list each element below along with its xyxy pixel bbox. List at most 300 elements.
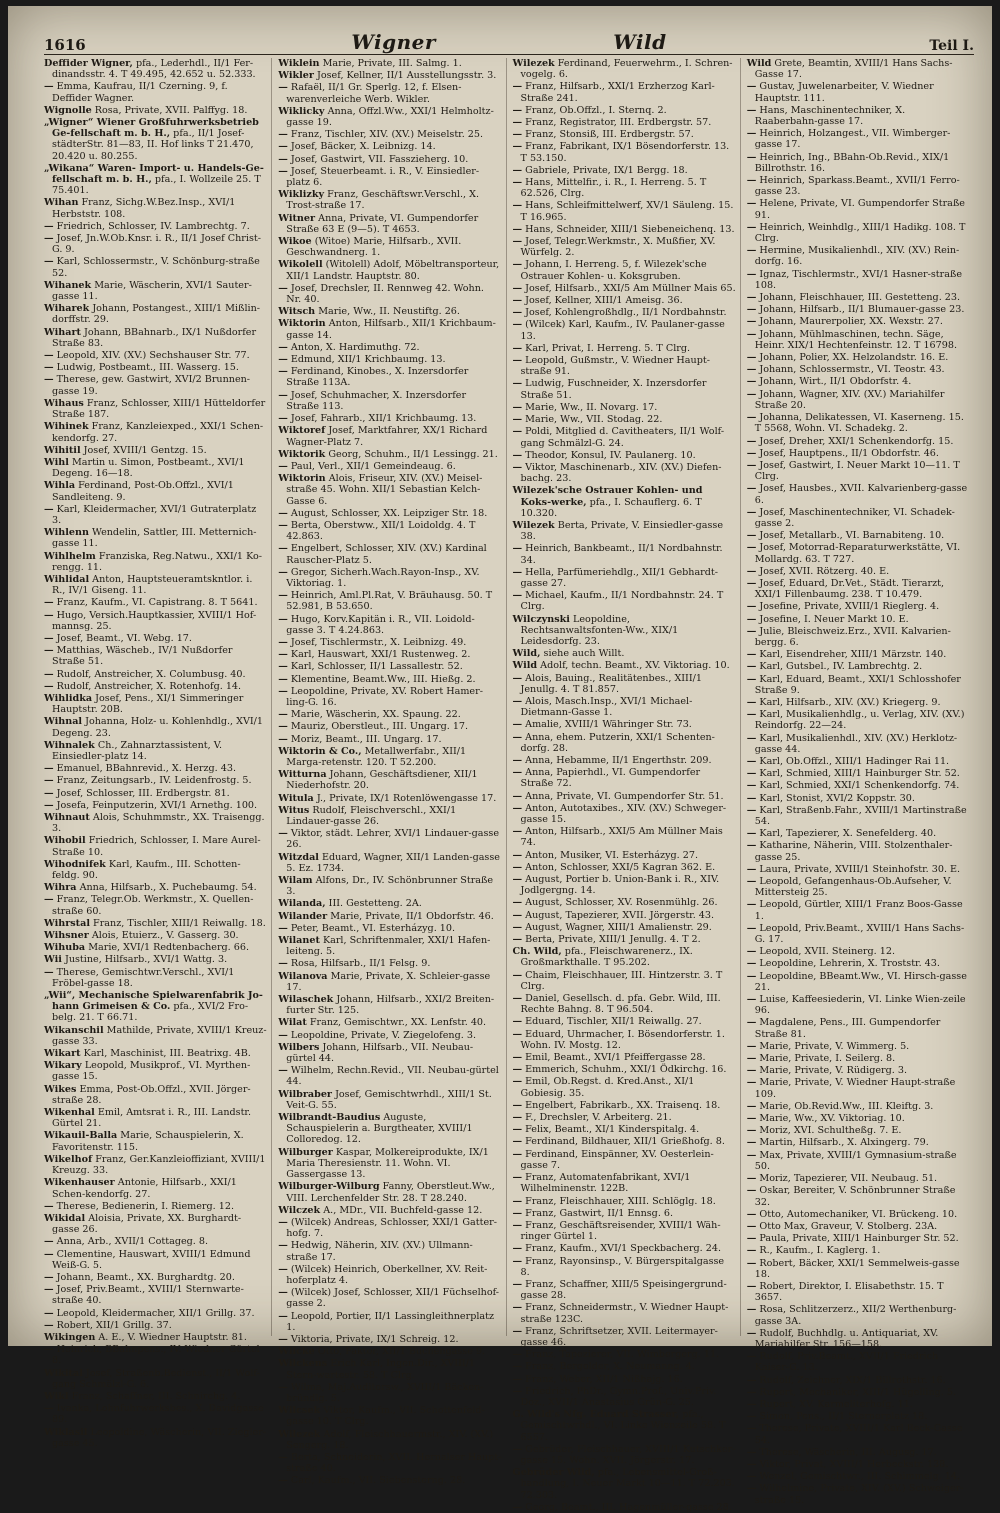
directory-entry <box>747 649 970 660</box>
entry-details: Robert, Bäcker, XXI/1 Semmelweis-gasse 18. <box>754 1257 960 1280</box>
directory-entry <box>513 1349 736 1360</box>
directory-entry <box>513 1302 736 1324</box>
entry-details: Heinrich, Ing., BBahn-Ob.Revid., XIX/1 Billrothstr. 16. <box>754 151 950 174</box>
directory-entry <box>513 426 736 448</box>
directory-entry <box>44 527 267 549</box>
entry-surname: Wihnalek <box>44 739 95 751</box>
directory-entry <box>44 374 267 396</box>
directory-entry <box>278 520 501 542</box>
entry-details: Ferdinand, Feuerwehrm., I. Schren-vogelg. 6. <box>520 58 733 81</box>
entry-surname: — <box>278 354 288 366</box>
directory-entry <box>44 918 267 929</box>
entry-details: Marie, Wäscherin, XVI/1 Sauter-gasse 11. <box>52 279 252 303</box>
directory-entry <box>278 828 501 850</box>
entry-details: Rudolf, Priv.Beamt., XVII/1 Friedrich Kaiser-G. 13. <box>754 1351 939 1374</box>
entry-surname: Wihodnifek <box>44 858 106 870</box>
entry-surname: — <box>512 1076 523 1088</box>
directory-entry <box>278 567 501 589</box>
entry-details: Chaim, Fleischhauer, III. Hintzerstr. 3. T Clrg. <box>520 969 723 992</box>
entry-surname: — <box>746 1149 757 1161</box>
entry-surname: Wilckens <box>278 1358 328 1370</box>
entry-surname: — <box>512 695 523 707</box>
entry-surname: — <box>278 129 288 141</box>
entry-details: Karl, Eduard, Beamt., XXI/1 Schlosshofer Straße 9. <box>754 673 961 696</box>
directory-entry <box>747 1483 970 1505</box>
entry-surname: — <box>278 1451 288 1463</box>
directory-entry <box>44 1272 267 1283</box>
entry-surname: Wilanova <box>278 970 328 982</box>
directory-entry <box>278 994 501 1016</box>
entry-details: Josef, Kellner, XIII/1 Ameisg. 36. <box>525 295 683 307</box>
entry-surname: Wilat <box>278 1017 307 1029</box>
entry-surname: Witner <box>278 212 316 224</box>
entry-surname: — <box>44 1271 54 1283</box>
directory-entry <box>513 200 736 222</box>
entry-details: Josef, Straßenb.Bedienst., II/1 Wolf-gang Schmälzl-G. 6. <box>52 1367 260 1390</box>
entry-surname: „Wigner“ Wiener Großfuhrwerksbetrieb Ge-fellschaft m. b. H., <box>44 117 259 140</box>
entry-details: Karl, Musikalienhdl., XIV. (XV.) Herklotz-gasse 44. <box>754 732 958 755</box>
entry-surname: — <box>746 565 757 577</box>
entry-surname: — <box>746 876 757 888</box>
entry-details: Paul, Verl., XII/1 Gemeindeaug. 6. <box>290 460 456 472</box>
entry-details: Josef, Pens., XI/1 Simmeringer Hauptstr. 20B. <box>52 692 244 716</box>
entry-surname: Witturna <box>278 769 327 781</box>
directory-entry <box>44 350 267 361</box>
entry-surname: — <box>512 543 523 555</box>
entry-details: Josef, Hilfsarb., XXI/5 Am Müllner Mais 65. <box>525 282 736 294</box>
directory-entry <box>278 425 501 447</box>
directory-entry <box>278 686 501 708</box>
entry-details: August, Portier b. Union-Bank i. R., XIV. Jodlgergng. 14. <box>520 874 720 897</box>
entry-surname: Wilbraber <box>278 1088 332 1100</box>
entry-surname: Wilezek <box>512 58 555 69</box>
entry-surname: Wild <box>746 58 772 69</box>
entry-details: Emanuel, BBahnrevid., X. Herzg. 43. <box>56 763 237 775</box>
entry-details: Emil, Amtsrat i. R., III. Landstr. Gürtel 21. <box>52 1107 252 1130</box>
directory-entry <box>747 601 970 612</box>
entry-surname: — <box>746 376 757 388</box>
entry-surname: — <box>44 966 54 978</box>
directory-entry <box>44 303 267 325</box>
entry-surname: — <box>512 1501 523 1513</box>
entry-details: Ignaz, Tischlermstr., XVI/1 Hasner-straße 108. <box>754 268 963 291</box>
entry-details: Leopold, Kleidermacher, XII/1 Grillg. 37. <box>56 1307 255 1319</box>
directory-entry <box>513 1326 736 1348</box>
entry-surname: — <box>278 566 288 578</box>
directory-entry <box>44 445 267 456</box>
entry-surname: — <box>512 177 523 189</box>
directory-entry <box>278 366 501 388</box>
directory-entry <box>513 590 736 612</box>
directory-entry <box>44 1320 267 1331</box>
directory-entry <box>513 1243 736 1254</box>
entry-details: Wilhelmine, Private, XIV. (XV.) Schweiger-straße 15. <box>754 1483 964 1506</box>
entry-details: Therese, Bedienerin, I. Riemerg. 12. <box>56 1200 234 1212</box>
entry-details: Josefa, Feinputzerin, XVI/1 Arnethg. 100. <box>56 799 258 811</box>
entry-details: Heinrich, Bankbeamt., II/1 Nordbahnstr. 34. <box>520 543 723 566</box>
entry-details: Josef, Fahrarb., XII/1 Krichbaumg. 13. <box>290 413 477 425</box>
entry-details: Hugo, Korv.Kapitän i. R., VII. Loidold-gasse 3. T 4.24.863. <box>286 613 475 636</box>
entry-details: Therese, Private, XVIII/1 Karl Beck-Gasse 54. <box>754 1423 963 1446</box>
directory-entry <box>278 318 501 340</box>
directory-entry <box>278 1334 501 1345</box>
entry-surname: — <box>746 1386 757 1398</box>
entry-surname: — <box>746 1304 757 1316</box>
directory-entry <box>278 590 501 612</box>
entry-details: Berta, Schneiderin, XVII. Hernalser Haupt-straße 40. <box>286 1451 502 1475</box>
entry-details: Johanna, Delikatessen, VI. Kaserneng. 15. T 5568, Wohn. VI. Schadekg. 2. <box>754 412 964 435</box>
entry-details: Rupert, Mechaniker, XIII/1 Hügelling. 5. <box>759 1386 957 1398</box>
entry-details: Anton, Musiker, VI. Esterházyg. 27. <box>525 849 699 861</box>
entry-details: Ivanka, Lohnfuhrwerksbes., X. Davidgasse 89. <box>52 1403 264 1426</box>
entry-details: Franz, Zeitungsarb., IV. Leidenfrostg. 5. <box>56 775 252 787</box>
entry-surname: Wihlidal <box>44 573 90 585</box>
directory-entry <box>44 221 267 232</box>
entry-surname: Wihlhelm <box>44 550 96 562</box>
entry-surname: Wihobil <box>44 835 86 847</box>
directory-entry <box>747 1471 970 1482</box>
directory-entry <box>747 376 970 387</box>
directory-entry <box>513 1016 736 1027</box>
entry-surname: Wild, <box>512 648 541 660</box>
entry-details: III. Gestetteng. 2A. <box>328 898 422 910</box>
entry-surname: — <box>746 506 757 518</box>
entry-details: Karl, Tapezierer, X. Senefelderg. 40. <box>759 828 937 840</box>
entry-surname: Wikolell <box>278 259 323 271</box>
entry-details: Franz, Gastwirt, II/1 Ennsg. 6. <box>525 1207 674 1219</box>
entry-details: Anna, Papierhdl., VI. Gumpendorfer Straße 72. <box>520 767 701 790</box>
entry-details: Josef, Bäcker, X. Leibnizg. 14. <box>290 141 436 153</box>
directory-entry <box>513 934 736 945</box>
directory-entry <box>747 1328 970 1350</box>
entry-details: Engelbert, Schlosser, XIV. (XV.) Kardinal Rauscher-Platz 5. <box>286 543 487 566</box>
entry-surname: — <box>44 1344 54 1356</box>
entry-surname: — <box>746 151 757 163</box>
directory-entry <box>513 543 736 565</box>
entry-details: Franz, Sichg.W.Bez.Insp., XVI/1 Herbststr. 108. <box>52 197 236 220</box>
directory-entry <box>747 304 970 315</box>
entry-surname: — <box>746 459 757 471</box>
entry-details: Rosa, Private, XVII. Palffyg. 18. <box>94 104 248 116</box>
entry-surname: — <box>746 1233 757 1245</box>
entry-surname: Wihinek <box>44 421 89 433</box>
directory-entry <box>278 306 501 317</box>
entry-surname: Ch. Wild, <box>512 946 562 958</box>
entry-details: Rudolf, Anstreicher, X. Columbusg. 40. <box>56 668 246 680</box>
entry-surname: — <box>746 483 757 495</box>
directory-entry <box>747 269 970 291</box>
entry-details: Ferdinand, Kinobes., X. Inzersdorfer Straße 113A. <box>286 366 469 389</box>
directory-entry <box>513 1112 736 1123</box>
directory-entry <box>747 1041 970 1052</box>
directory-entry <box>44 967 267 989</box>
entry-surname: Wikl <box>44 1390 69 1402</box>
entry-details: Leopold, XIV. (XV.) Sechshauser Str. 77. <box>56 350 250 362</box>
directory-entry <box>44 775 267 786</box>
directory-entry <box>278 911 501 922</box>
directory-entry <box>747 507 970 529</box>
entry-details: Grete, Beamtin, XVIII/1 Hans Sachs-Gasse 17. <box>754 58 953 81</box>
directory-entry <box>747 222 970 244</box>
entry-details: Anna, ehem. Putzerin, XXI/1 Schenten-dorfg. 28. <box>520 731 715 754</box>
entry-surname: — <box>746 1411 757 1423</box>
directory-entry <box>513 450 736 461</box>
entry-surname: Wilburger-Wilburg <box>278 1181 380 1193</box>
entry-details: Franz, Bergolder, X. Neumanng. 4. <box>525 1361 695 1373</box>
directory-entry <box>278 935 501 957</box>
entry-surname: Wihla <box>44 480 76 492</box>
directory-entry <box>513 648 736 659</box>
entry-details: R., Kaufm., I. Kaglerg. 1. <box>759 1245 881 1257</box>
entry-surname: — <box>512 1325 523 1337</box>
directory-entry <box>513 970 736 992</box>
entry-details: Therese, gew. Gastwirt, XVI/2 Brunnen-gasse 19. <box>52 374 251 397</box>
directory-entry <box>747 1065 970 1076</box>
entry-surname: — <box>512 282 523 294</box>
entry-details: Franz, Tischler, XIV. (XV.) Meiselstr. 25. <box>290 129 484 141</box>
entry-details: Carl, Kaufm., VII. Siebensterng. 28. <box>290 1475 466 1487</box>
directory-entry <box>513 283 736 294</box>
directory-entry <box>44 163 267 197</box>
entry-details: Alois, Friseur, XIV. (XV.) Meisel-straße 45. Wohn. XII/1 Sebastian Kelch-Gasse 6. <box>286 473 483 507</box>
entry-details: Ferdinand, Post-Ob.Offzl., XVI/1 Sandleiteng. 9. <box>52 480 234 503</box>
entry-details: Anton, Hauptsteueramtskntlor. i. R., IV/1 Giseng. 11. <box>52 573 253 597</box>
directory-entry <box>747 1281 970 1303</box>
entry-surname: — <box>746 661 757 673</box>
entry-details: Marie, Private, V. Rüdigerg. 3. <box>759 1065 908 1077</box>
entry-surname: Wild <box>512 660 538 672</box>
entry-details: Franz, Geschäftsreisender, XVIII/1 Wäh-ringer Gürtel 1. <box>520 1219 721 1243</box>
directory-entry <box>278 852 501 874</box>
entry-surname: — <box>512 81 523 93</box>
entry-surname: — <box>278 958 288 970</box>
directory-entry <box>747 152 970 174</box>
directory-entry <box>44 1332 267 1343</box>
entry-details: Josef, Schlosser, III. Erdbergstr. 81. <box>56 787 230 799</box>
entry-details: Johann, Wirt., II/1 Obdorfstr. 4. <box>759 376 912 388</box>
entry-surname: Wiktorik <box>278 448 326 460</box>
entry-surname: Wikes <box>44 1083 77 1095</box>
entry-surname: — <box>44 787 54 799</box>
directory-entry <box>513 141 736 163</box>
entry-surname: — <box>512 566 523 578</box>
entry-details: Karl, Hilfsarb., XIV. (XV.) Kriegerg. 9. <box>759 696 941 708</box>
directory-entry <box>44 1308 267 1319</box>
entry-details: pfa., I. Schauflerg. 6. T 10.320. <box>520 496 702 519</box>
directory-entry <box>278 473 501 507</box>
entry-surname: — <box>746 1374 757 1386</box>
entry-surname: Wikler <box>278 70 314 82</box>
directory-entry <box>44 1249 267 1271</box>
directory-entry <box>747 828 970 839</box>
entry-surname: — <box>746 1471 757 1483</box>
directory-entry <box>278 449 501 460</box>
entry-details: Robert, XII/1 Grillg. 37. <box>56 1319 172 1331</box>
entry-surname: Deffider Wigner, <box>44 58 133 69</box>
entry-details: Karl, Schmied, XXI/1 Schenkendorfg. 74. <box>759 780 960 792</box>
entry-surname: — <box>746 1351 757 1363</box>
entry-details: Josef, Beamt., VI. Webg. 17. <box>56 632 192 644</box>
directory-entry <box>44 788 267 799</box>
entry-details: Marie, Private, V. Wiedner Haupt-straße 109. <box>754 1077 956 1100</box>
entry-details: Marie, Private, II/1 Obdorfstr. 46. <box>330 910 494 922</box>
entry-details: Franz, Hilfsarb., XXI/1 Erzherzog Karl-Straße 241. <box>520 81 715 104</box>
entry-surname: — <box>44 1284 54 1296</box>
entry-details: Alois, Masch.Insp., XVI/1 Michael-Dietmann-Gasse 1. <box>520 695 693 719</box>
entry-details: Viktoria, Private, IX/1 Schreig. 12. <box>290 1333 459 1345</box>
directory-entry <box>747 566 970 577</box>
entry-details: Johann, Wagner, XIV. (XV.) Mariahilfer Straße 20. <box>754 388 945 411</box>
entry-surname: Wilczynski <box>512 613 570 625</box>
entry-surname: Gebrüder Wild, <box>512 1467 595 1479</box>
entry-details: Katharine, Näherin, VIII. Stolzenthaler-gasse 25. <box>754 840 953 863</box>
entry-details: Paula, Private, XIII/1 Hainburger Str. 52. <box>759 1233 959 1245</box>
directory-entry <box>513 1149 736 1171</box>
directory-entry <box>278 236 501 258</box>
entry-surname: — <box>278 389 288 401</box>
page-header <box>44 26 974 55</box>
entry-details: Franz, Fabrikant, IX/1 Bösendorferstr. 13. T 53.150. <box>520 141 730 164</box>
entry-details: Gregor, Sicherh.Wach.Rayon-Insp., XV. Viktoriag. 1. <box>286 566 480 589</box>
directory-entry <box>278 1112 501 1146</box>
entry-details: Josef, Steuerbeamt. i. R., V. Einsiedler-platz 6. <box>286 165 480 189</box>
entry-surname: — <box>44 775 54 787</box>
entry-details: Josef, Eduard, Dr.Vet., Städt. Tierarzt, XXI/1 Fillenbaumg. 238. T 10.479. <box>754 577 945 601</box>
entry-surname: — <box>746 268 757 280</box>
entry-surname: — <box>44 256 54 268</box>
entry-surname: — <box>512 449 523 461</box>
entry-surname: — <box>746 1173 757 1185</box>
entry-surname: — <box>512 307 523 319</box>
directory-entry <box>747 1173 970 1184</box>
entry-surname: — <box>512 672 523 684</box>
directory-entry <box>278 166 501 188</box>
entry-details: Gebrüder, Fleischhauer, XVIII/1 Kutschker-gasse 15. Wohn. XVII. Jörgerstr. 17. <box>520 1443 736 1466</box>
entry-surname: — <box>512 1349 523 1361</box>
entry-details: Josef, Tischlermstr., X. Leibnizg. 49. <box>290 636 467 648</box>
entry-surname: — <box>278 1475 288 1487</box>
entry-surname: — <box>278 1065 288 1077</box>
directory-entry <box>513 1386 736 1408</box>
entry-details: Leopold, Portier, II/1 Lassingleithnerplatz 1. <box>286 1310 495 1333</box>
directory-entry <box>278 58 501 69</box>
directory-entry <box>747 1375 970 1386</box>
directory-entry <box>747 1150 970 1172</box>
entry-details: Moriz, Beamt., III. Ungarg. 17. <box>290 733 442 745</box>
entry-details: Franz, Fleischhauer, XIII. Schlöglg. 18. <box>525 1195 716 1207</box>
entry-details: Heinrich, Weinhdlg., XIII/1 Hadikg. 108. T Clrg. <box>754 221 966 245</box>
directory-entry <box>513 614 736 648</box>
directory-entry <box>513 1220 736 1242</box>
entry-details: Berta, Private, XIII/1 Jenullg. 4. T 2. <box>525 934 701 946</box>
page-number: 1616 <box>44 36 86 54</box>
entry-details: Heinrich, Aml.Pl.Rat, V. Bräuhausg. 50. T 52.981, B 53.650. <box>286 590 493 613</box>
entry-surname: „Wii“, Mechanische Spielwarenfabrik Jo-hann Grimeisen & Co. <box>44 990 263 1013</box>
entry-surname: — <box>278 721 288 733</box>
directory-entry <box>513 767 736 789</box>
directory-columns <box>44 58 974 1513</box>
entry-details: Marie, XVI/1 Redtenbacherg. 66. <box>88 942 250 954</box>
directory-entry <box>278 1382 501 1404</box>
entry-details: Erich Karl, Ingen.Dir., XVIII/1 Stern-wartestr. 58. T Clrg. <box>286 1358 476 1381</box>
directory-entry <box>513 946 736 968</box>
entry-surname: — <box>512 1361 523 1373</box>
directory-entry <box>747 958 970 969</box>
entry-surname: — <box>44 680 54 692</box>
directory-entry <box>513 307 736 318</box>
directory-entry <box>747 1221 970 1232</box>
entry-details: Metallwerfabr., XII/1 Marga-retenstr. 120. T 52.200. <box>286 745 467 768</box>
column-4 <box>746 58 974 1506</box>
directory-entry <box>278 805 501 827</box>
entry-details: Alois, Etuierz., V. Gasserg. 30. <box>91 930 239 942</box>
entry-surname: — <box>746 352 757 364</box>
directory-entry <box>278 189 501 211</box>
entry-details: Josef, Gemischtwrhdl., XIII/1 St. Veit-G. 55. <box>286 1088 492 1111</box>
entry-details: Emma, Kaufrau, II/1 Czerning. 9, f. Deffider Wagner. <box>52 81 228 104</box>
entry-surname: — <box>278 519 288 531</box>
entry-surname: — <box>512 934 523 946</box>
column-1 <box>44 58 272 1449</box>
entry-details: Johann, Hilfsarb., II/1 Blumauer-gasse 23. <box>759 304 965 316</box>
entry-surname: — <box>746 1053 757 1065</box>
entry-surname: — <box>746 1065 757 1077</box>
entry-details: Karl, Kaufm., III. Schotten-feldg. 90. <box>52 858 241 882</box>
entry-surname: Witula <box>278 792 314 804</box>
entry-details: Karl, Gutsbel., IV. Lambrechtg. 2. <box>759 661 923 673</box>
entry-surname: — <box>746 863 757 875</box>
entry-surname: — <box>512 1112 523 1124</box>
entry-details: Otto, Faktor, XII/1 Buchengasse 9. <box>317 1346 486 1358</box>
entry-details: Auguste, Schauspielerin a. Burgtheater, XVIII/1 Colloredog. 12. <box>286 1112 473 1146</box>
directory-entry <box>513 1196 736 1207</box>
entry-details: Franz, Kanzleiexped., XXI/1 Schen-kendorfg. 27. <box>52 421 264 444</box>
entry-details: Johann, Polier, XX. Helzolandstr. 16. E. <box>759 352 949 364</box>
entry-surname: — <box>512 897 523 909</box>
entry-surname: — <box>512 141 523 153</box>
directory-entry <box>513 402 736 413</box>
entry-surname: — <box>746 792 757 804</box>
entry-details: Moriz, XVI. Schultheßg. 7. E. <box>759 1125 902 1137</box>
entry-details: Leopold, XVII. Steinerg. 12. <box>759 946 896 958</box>
entry-surname: — <box>278 1287 288 1299</box>
entry-details: Oskar, Bereiter, V. Schönbrunner Straße 32. <box>754 1185 956 1208</box>
directory-entry <box>513 117 736 128</box>
entry-details: pfa., Gemischtwrhdl., VI. Linke Wienzeile 58. T 6557. <box>520 1409 726 1443</box>
directory-entry <box>44 1236 267 1247</box>
entry-surname: — <box>44 1307 54 1319</box>
entry-surname: — <box>278 1216 288 1228</box>
entry-details: Josefine, Private, XVIII/1 Rieglerg. 4. <box>759 601 940 613</box>
directory-entry <box>44 457 267 479</box>
entry-surname: — <box>746 649 757 661</box>
entry-surname: — <box>512 1099 523 1111</box>
directory-entry <box>747 709 970 731</box>
directory-entry <box>747 1125 970 1136</box>
entry-surname: — <box>44 799 54 811</box>
entry-details: Josef, Motorrad-Reparaturwerkstätte, VI. Mollardg. 63. T 727. <box>754 542 961 565</box>
entry-surname: — <box>512 1219 523 1231</box>
directory-entry <box>278 1089 501 1111</box>
directory-entry <box>747 1447 970 1458</box>
directory-entry <box>747 58 970 80</box>
entry-details: Anton, X. Hardimuthg. 72. <box>290 341 420 353</box>
directory-entry <box>747 389 970 411</box>
directory-entry <box>44 882 267 893</box>
entry-details: Hans, Schleifmittelwerf, XV/1 Säuleng. 15. T 16.965. <box>520 200 734 223</box>
directory-entry <box>44 693 267 715</box>
entry-surname: — <box>746 245 757 257</box>
